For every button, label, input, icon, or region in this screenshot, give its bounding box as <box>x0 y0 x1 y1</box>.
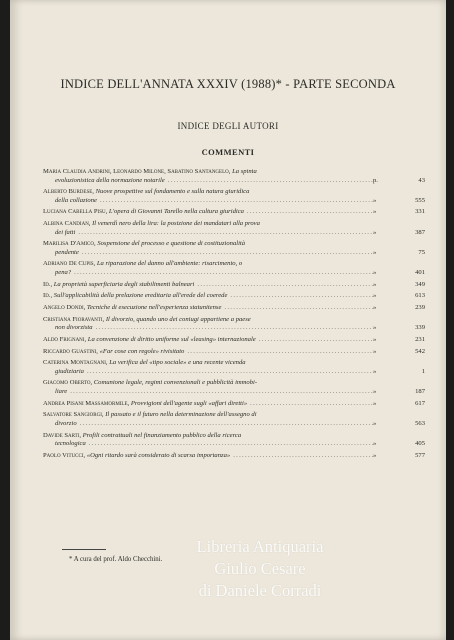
entry-line <box>43 240 373 249</box>
page-reference <box>373 177 425 186</box>
index-entry <box>43 240 425 257</box>
entry-title: La convenzione di diritto uniforme sul «leasing» internazionale <box>87 335 256 343</box>
page-reference <box>373 388 425 397</box>
index-entry <box>43 411 425 428</box>
entry-title: Sull'applicabilità della prelazione ereditaria all'erede del coerede <box>53 292 228 300</box>
page-reference <box>373 269 425 278</box>
page-number: 339 <box>415 324 425 332</box>
entry-author: Id., <box>43 280 53 288</box>
entry-line <box>43 316 373 325</box>
page-title: INDICE DELL'ANNATA XXXIV (1988)* - PARTE SECONDA <box>60 77 396 91</box>
entry-title: Nuove prospettive sul fondamento e sulla natura giuridica <box>95 188 250 196</box>
page-number: 542 <box>415 347 425 355</box>
entry-author: Davide Sarti, <box>43 431 81 439</box>
entry-line <box>43 208 373 217</box>
page-reference <box>373 420 425 429</box>
entry-line <box>43 359 373 368</box>
dot-leader <box>96 324 373 333</box>
page-prefix: p. <box>373 176 378 184</box>
dot-leader <box>250 400 373 409</box>
entry-line <box>43 260 373 269</box>
entry-title-continuation: divorzio <box>55 419 77 427</box>
entry-title: Comunione legale, regimi convenzionali e pubblicità immobi- <box>93 379 258 387</box>
page-prefix: » <box>373 451 377 459</box>
entry-author: Paolo Vitucci, <box>43 451 86 459</box>
entry-author: Adriano De Cupis, <box>43 260 96 268</box>
entry-title: «Ogni ritardo sarà considerato di scarsa importanza» <box>86 451 231 459</box>
page-number: 187 <box>415 387 425 395</box>
page-number: 231 <box>415 335 425 343</box>
page-number: 563 <box>415 419 425 427</box>
section-heading: COMMENTI <box>201 147 255 157</box>
index-entry <box>43 335 425 345</box>
page-prefix: » <box>373 268 377 276</box>
entry-line <box>43 304 373 313</box>
page-prefix: » <box>373 228 377 236</box>
page-number: 401 <box>415 268 425 276</box>
page-reference <box>373 197 425 206</box>
index-entry <box>43 451 425 461</box>
entry-title-continuation: pena? <box>55 268 72 276</box>
index-entry <box>43 168 425 185</box>
index-entry <box>43 304 425 313</box>
dot-leader <box>259 336 373 345</box>
entry-line <box>43 420 373 429</box>
page-prefix: » <box>373 280 377 288</box>
entry-line <box>43 168 373 177</box>
page-number: 75 <box>418 248 425 256</box>
entry-line <box>43 368 373 377</box>
entry-title: Provvigioni dell'agente sugli «affari diretti» <box>130 399 248 407</box>
index-entry <box>43 399 425 409</box>
page-prefix: » <box>373 304 377 311</box>
page-prefix: » <box>373 208 377 216</box>
page-number: 617 <box>415 399 425 407</box>
entry-line <box>43 400 373 409</box>
entry-title-continuation: della collazione <box>55 196 97 204</box>
page-number: 387 <box>415 228 425 236</box>
entry-title: L'opera di Giovanni Tarello nella cultura giuridica <box>108 208 244 216</box>
entry-title-continuation: non divorzista <box>55 324 93 332</box>
page-number: 239 <box>415 304 425 311</box>
index-subtitle: INDICE DEGLI AUTORI <box>177 121 279 131</box>
index-entry <box>43 431 425 449</box>
entry-title-continuation: liare <box>55 387 68 395</box>
dot-leader <box>78 229 373 238</box>
entry-line <box>43 379 373 388</box>
page-prefix: » <box>373 292 377 300</box>
dot-leader <box>100 197 373 206</box>
page-reference <box>373 368 425 377</box>
page-number: 613 <box>415 292 425 300</box>
entry-line <box>43 452 373 461</box>
watermark-line: Libreria Antiquaria <box>196 537 324 556</box>
index-entry <box>43 188 425 205</box>
entry-line <box>43 229 373 238</box>
entry-line <box>43 388 373 397</box>
footnote-divider <box>62 549 106 550</box>
index-entry <box>43 379 425 396</box>
watermark-line: di Daniele Corradi <box>198 581 322 600</box>
entry-author: Cristiana Fioravanti, <box>43 315 105 323</box>
page-prefix: » <box>373 367 377 375</box>
watermark-line: Giulio Cesare <box>214 559 306 578</box>
page-reference <box>373 400 425 409</box>
entry-title-continuation: tecnologica <box>55 440 86 447</box>
entry-author: Albina Candian, <box>43 220 91 228</box>
entry-author: Marilisa D'Amico, <box>43 240 96 248</box>
entry-author: Caterina Montagnani, <box>43 359 108 367</box>
page-prefix: » <box>373 335 377 343</box>
entry-title: La spinta <box>232 168 257 175</box>
footnote: * A cura del prof. Aldo Checchini. <box>69 556 163 563</box>
page-reference <box>373 208 425 217</box>
index-entry <box>43 260 425 277</box>
page-number: 349 <box>415 280 425 288</box>
entry-line <box>43 188 373 197</box>
entry-author: Alberto Burdese, <box>43 188 94 196</box>
dot-leader <box>82 249 373 258</box>
index-entry <box>43 292 425 301</box>
entry-line <box>43 220 373 229</box>
entry-title-continuation: dei fatti <box>55 228 76 236</box>
page-prefix: » <box>373 387 377 395</box>
dot-leader <box>74 269 373 278</box>
entry-title: Sospensione del processo e questione di costituzionalità <box>97 240 246 248</box>
entry-title-continuation: giudiziaria <box>55 367 84 375</box>
entry-line <box>43 348 373 357</box>
document-page <box>10 0 446 640</box>
page-number: 43 <box>418 176 425 184</box>
entry-title-continuation: evoluzionistica della normazione notarile <box>55 176 165 184</box>
index-entry <box>43 359 425 376</box>
page-prefix: » <box>373 347 377 355</box>
author-index-list <box>43 168 425 463</box>
page-reference <box>373 281 425 290</box>
page-reference <box>373 440 425 449</box>
entry-author: Andrea Pisani Massamormile, <box>43 399 130 407</box>
page-number: 577 <box>415 451 425 459</box>
dot-leader <box>187 348 373 357</box>
entry-author: Salvatore Sangiorgi, <box>43 411 104 419</box>
page-reference <box>373 336 425 345</box>
page-reference <box>373 452 425 461</box>
index-entry <box>43 220 425 237</box>
entry-author: Aldo Frignani, <box>43 335 87 343</box>
page-reference <box>373 249 425 258</box>
entry-line <box>43 324 373 333</box>
entry-line <box>43 432 373 441</box>
page-prefix: » <box>373 248 377 256</box>
page-prefix: » <box>373 324 377 332</box>
entry-line <box>43 177 373 186</box>
entry-title: Il venerdì nero della lira: la posizione dei mandatari alla prova <box>92 220 260 228</box>
entry-author: Riccardo Guastini, <box>43 347 98 355</box>
page-reference <box>373 292 425 301</box>
dot-leader <box>233 452 373 461</box>
dot-leader <box>168 177 373 186</box>
entry-title: Il divorzio, quando uno dei coniugi appartiene a paese <box>105 315 251 323</box>
entry-title: La proprietà superficiaria degli stabilimenti balneari <box>53 280 195 288</box>
page-prefix: » <box>373 419 377 427</box>
page-reference <box>373 348 425 357</box>
entry-title: Tecniche di esecuzione nell'esperienza statunitense <box>86 304 222 311</box>
dot-leader <box>197 281 373 290</box>
dot-leader <box>230 292 373 301</box>
page-reference <box>373 324 425 333</box>
page-reference <box>373 304 425 313</box>
index-entry <box>43 315 425 333</box>
entry-title: La riparazione del danno all'ambiente: risarcimento, o <box>96 260 243 268</box>
entry-line <box>43 440 373 449</box>
entry-title: Il passato e il futuro nella determinazione dell'assegno di <box>105 411 257 419</box>
index-entry <box>43 208 425 217</box>
index-entry <box>43 347 425 357</box>
page-number: 1 <box>421 367 425 375</box>
entry-line <box>43 249 373 258</box>
dot-leader <box>87 368 373 377</box>
entry-line <box>43 336 373 345</box>
entry-author: Id., <box>43 292 53 300</box>
dot-leader <box>70 388 373 397</box>
entry-line <box>43 269 373 278</box>
page-prefix: » <box>373 440 377 447</box>
entry-author: Angelo Dondi, <box>43 304 86 311</box>
dot-leader <box>224 304 373 313</box>
dot-leader <box>80 420 373 429</box>
entry-author: Maria Claudia Andrini, Leonardo Milone, Sabatino Santangelo, <box>43 168 231 175</box>
entry-line <box>43 411 373 420</box>
entry-author: Luciana Cabella Pisu, <box>43 208 108 216</box>
bookseller-watermark <box>180 536 340 602</box>
dot-leader <box>89 440 373 449</box>
dot-leader <box>247 208 373 217</box>
entry-author: Giacomo Oberto, <box>43 379 93 387</box>
entry-title-continuation: pendente <box>55 248 79 256</box>
index-entry <box>43 280 425 290</box>
page-number: 405 <box>415 440 425 447</box>
entry-title: Profili contrattuali nel finanziamento pubblico della ricerca <box>82 431 242 439</box>
entry-line <box>43 281 373 290</box>
page-prefix: » <box>373 399 377 407</box>
entry-title: «Far cose con regole» rivisitato <box>99 347 185 355</box>
entry-line <box>43 292 373 301</box>
entry-line <box>43 197 373 206</box>
page-reference <box>373 229 425 238</box>
page-prefix: » <box>373 196 377 204</box>
entry-title: La verifica del «tipo sociale» e una recente vicenda <box>109 359 246 367</box>
page-number: 331 <box>415 208 425 216</box>
page-number: 555 <box>415 196 425 204</box>
